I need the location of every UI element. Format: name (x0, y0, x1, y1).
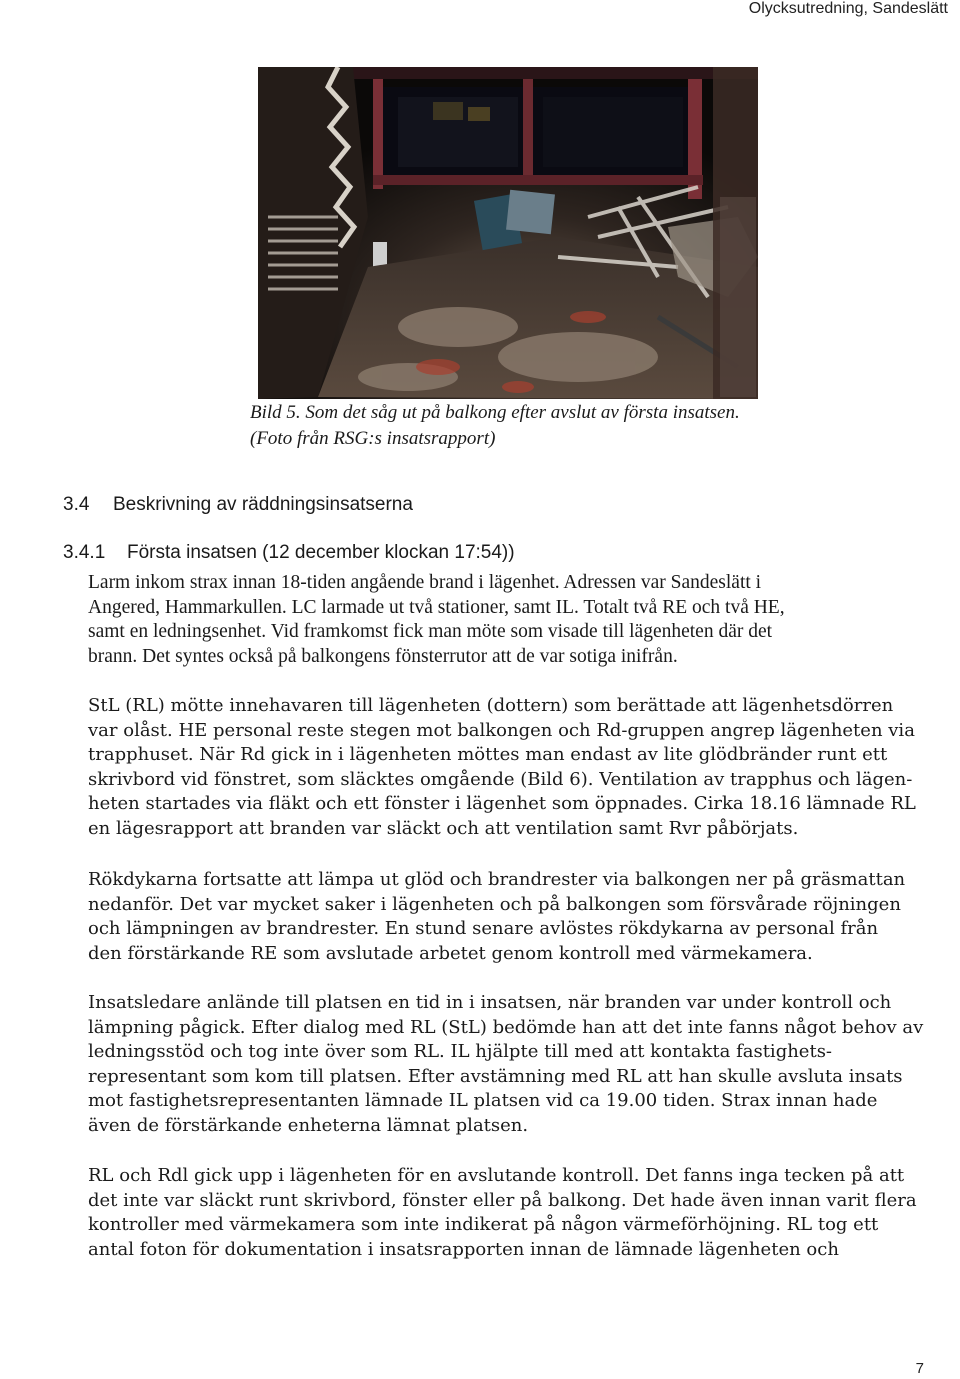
text-line: Angered, Hammarkullen. LC larmade ut två stationer, samt IL. Totalt två RE och två HE, (88, 596, 785, 618)
section-title: Beskrivning av räddningsinsatserna (113, 494, 413, 515)
text-line: lämpning pågick. Efter dialog med RL (StL) bedömde han att det inte fanns något behov av (88, 1016, 924, 1038)
text-line: det inte var släckt runt skrivbord, fönster eller på balkong. Det hade även innan varit flera (88, 1189, 917, 1211)
paragraph-1 (88, 571, 908, 669)
text-line: samt en ledningsenhet. Vid framkomst fick man möte som visade till lägenheten där det (88, 621, 773, 643)
text-line: var olåst. HE personal reste stegen mot balkongen och Rd-gruppen angrep lägenheten via (88, 719, 915, 741)
paragraph-2 (88, 694, 916, 842)
text-line: skrivbord vid fönstret, som släcktes omgående (Bild 6). Ventilation av trapphus och lägen- (88, 768, 913, 790)
text-line: ledningsstöd och tog inte över som RL. IL hjälpte till med att kontakta fastighets- (88, 1041, 833, 1063)
text-line: nedanför. Det var mycket saker i lägenheten och på balkongen som försvårade röjningen (88, 893, 901, 915)
subsection-heading (63, 542, 515, 564)
subsection-title: Första insatsen (12 december klockan 17:54)) (127, 542, 515, 563)
balcony-fire-photo (258, 67, 758, 399)
paragraph-5 (88, 1164, 917, 1262)
text-line: representant som kom till platsen. Efter avstämning med RL att han skulle avsluta insats (88, 1065, 903, 1087)
text-line: RL och Rdl gick upp i lägenheten för en avslutande kontroll. Det fanns inga tecken på att (88, 1165, 905, 1186)
text-line: Rökdykarna fortsatte att lämpa ut glöd och brandrester via balkongen ner på gräsmattan (88, 869, 906, 890)
text-line: och lämpningen av brandrester. En stund senare avlöstes rökdykarna av personal från (88, 918, 879, 940)
text-line: även de förstärkande enheterna lämnat platsen. (88, 1114, 529, 1136)
caption-line: Bild 5. Som det såg ut på balkong efter avslut av första insatsen. (250, 402, 740, 423)
paragraph-4 (88, 991, 924, 1139)
text-line: trapphuset. När Rd gick in i lägenheten möttes man endast av lite glödbränder runt ett (88, 744, 888, 766)
paragraph-3 (88, 868, 908, 966)
text-line: StL (RL) mötte innehavaren till lägenheten (dottern) som berättade att lägenhetsdörren (88, 695, 894, 716)
section-heading (63, 494, 413, 516)
caption-line: (Foto från RSG:s insatsrapport) (250, 428, 496, 449)
page-number: 7 (915, 1360, 924, 1377)
text-line: heten startades via fläkt och ett fönster i lägenhet som öppnades. Cirka 18.16 lämnade RL (88, 793, 916, 815)
text-line: antal foton för dokumentation i insatsrapporten innan de lämnade lägenheten och (88, 1238, 839, 1260)
text-line: kontroller med värmekamera som inte indikerat på någon värmeförhöjning. RL tog ett (88, 1214, 879, 1236)
text-line: den förstärkande RE som avslutade arbetet genom kontroll med värmekamera. (88, 942, 813, 964)
figure-caption (250, 400, 740, 452)
text-line: Larm inkom strax innan 18-tiden angående brand i lägenhet. Adressen var Sandeslätt i (88, 572, 762, 593)
subsection-number: 3.4.1 (63, 542, 106, 563)
section-number: 3.4 (63, 494, 90, 515)
running-header: Olycksutredning, Sandeslätt (748, 0, 948, 17)
text-line: brann. Det syntes också på balkongens fönsterrutor att de var sotiga inifrån. (88, 645, 678, 667)
text-line: Insatsledare anlände till platsen en tid in i insatsen, när branden var under kontroll och (88, 992, 892, 1013)
text-line: mot fastighetsrepresentanten lämnade IL platsen vid ca 19.00 tiden. Strax innan hade (88, 1090, 878, 1112)
text-line: en lägesrapport att branden var släckt och att ventilation samt Rvr påbörjats. (88, 817, 799, 839)
